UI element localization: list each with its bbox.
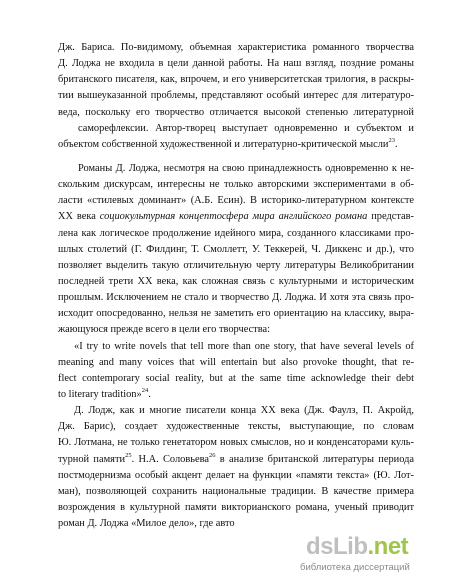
watermark-logo-suffix: .net bbox=[367, 533, 409, 560]
text-line: веда, поскольку его творчество отличается высокой степенью литературной bbox=[58, 106, 414, 118]
watermark-subtitle: библиотека диссертаций bbox=[300, 562, 410, 573]
text-line: «I try to write novels that tell more than one story, that have several levels of bbox=[74, 340, 414, 352]
text-line: британского писателя, как, впрочем, и его университетская трилогия, в раскры- bbox=[58, 74, 414, 86]
text-line: to literary tradition»$^{24}$. bbox=[58, 386, 151, 400]
text-line: турной памяти$^{25}$. Н.А. Соловьева$^{26}$ в анализе британской литературы периода bbox=[58, 451, 414, 465]
text-line: возрождения в культурной памяти викторианского романа, ученый приводит bbox=[58, 501, 414, 513]
text-line: Дж. Барис), создает художественные тексты, выступающие, по словам bbox=[58, 421, 414, 433]
text-line: постмодернизма особый акцент делает на функции «памяти текста» (Ю. Лот- bbox=[58, 469, 414, 481]
text-line: ман), позволяющей сохранить национальные традиции. В качестве примера bbox=[58, 485, 414, 497]
text-line: последней трети ХХ века, как сложная связь с культурными и историческим bbox=[58, 275, 414, 287]
text-line: лена как логическое продолжение идейного мира, созданного классиками про- bbox=[58, 227, 414, 239]
text-line: скольким дискурсам, интересны не только авторскими экспериментами в об- bbox=[58, 179, 414, 191]
text-line: meaning and many voices that will entertain but also provoke thought, that re- bbox=[58, 356, 414, 368]
text-line: ласти «стилевых доминант» (А.Б. Есин). В историко-литературном контексте bbox=[58, 195, 414, 207]
text-line: объектом собственной художественной и литературно-критической мысли$^{23}$. bbox=[58, 136, 398, 150]
document-body bbox=[58, 40, 414, 532]
text-line: ХХ века социокультурная концептосфера мира английского романа представ- bbox=[58, 211, 414, 223]
paragraph-gap bbox=[58, 153, 414, 161]
text-line: flect contemporary social reality, but at the same time acknowledge their debt bbox=[58, 372, 414, 384]
text-line: Д. Лодж, как и многие писатели конца ХХ века (Дж. Фаулз, П. Акройд, bbox=[74, 405, 414, 417]
text-line: саморефлексии. Автор-творец выступает одновременно и субъектом и bbox=[78, 122, 414, 134]
watermark bbox=[300, 532, 445, 576]
text-line: тии вышеуказанной проблемы, представляют особый интерес для литературо- bbox=[58, 90, 414, 102]
text-line: позволяет выделить такую отличительную черту литературы Великобритании bbox=[58, 259, 414, 271]
text-line: Дж. Бариса. По-видимому, объемная характеристика романного творчества bbox=[58, 42, 414, 53]
text-line: шлых столетий (Г. Филдинг, Т. Смоллетт, У. Теккерей, Ч. Диккенс и др.), что bbox=[58, 243, 414, 255]
watermark-logo-prefix: dsLib bbox=[306, 533, 368, 560]
watermark-logo bbox=[306, 534, 408, 560]
text-line: исходит опосредованно, нельзя не заметить его ориентацию на классику, выра- bbox=[58, 308, 414, 320]
text-line: Ю. Лотмана, не только генетатором новых смыслов, но и конденсаторами куль- bbox=[58, 437, 414, 449]
text-line: Д. Лоджа не входила в цели данной работы. На наш взгляд, поздние романы bbox=[58, 58, 414, 70]
text-line: Романы Д. Лоджа, несмотря на свою принадлежность одновременно к не- bbox=[78, 162, 414, 174]
text-line: жающуюся прежде всего в цели его творчества: bbox=[58, 324, 270, 336]
text-line: роман Д. Лоджа «Милое дело», где авто bbox=[58, 518, 235, 530]
text-line: прошлым. Исключением не стало и творчество Д. Лоджа. И хотя эта связь про- bbox=[58, 292, 414, 304]
